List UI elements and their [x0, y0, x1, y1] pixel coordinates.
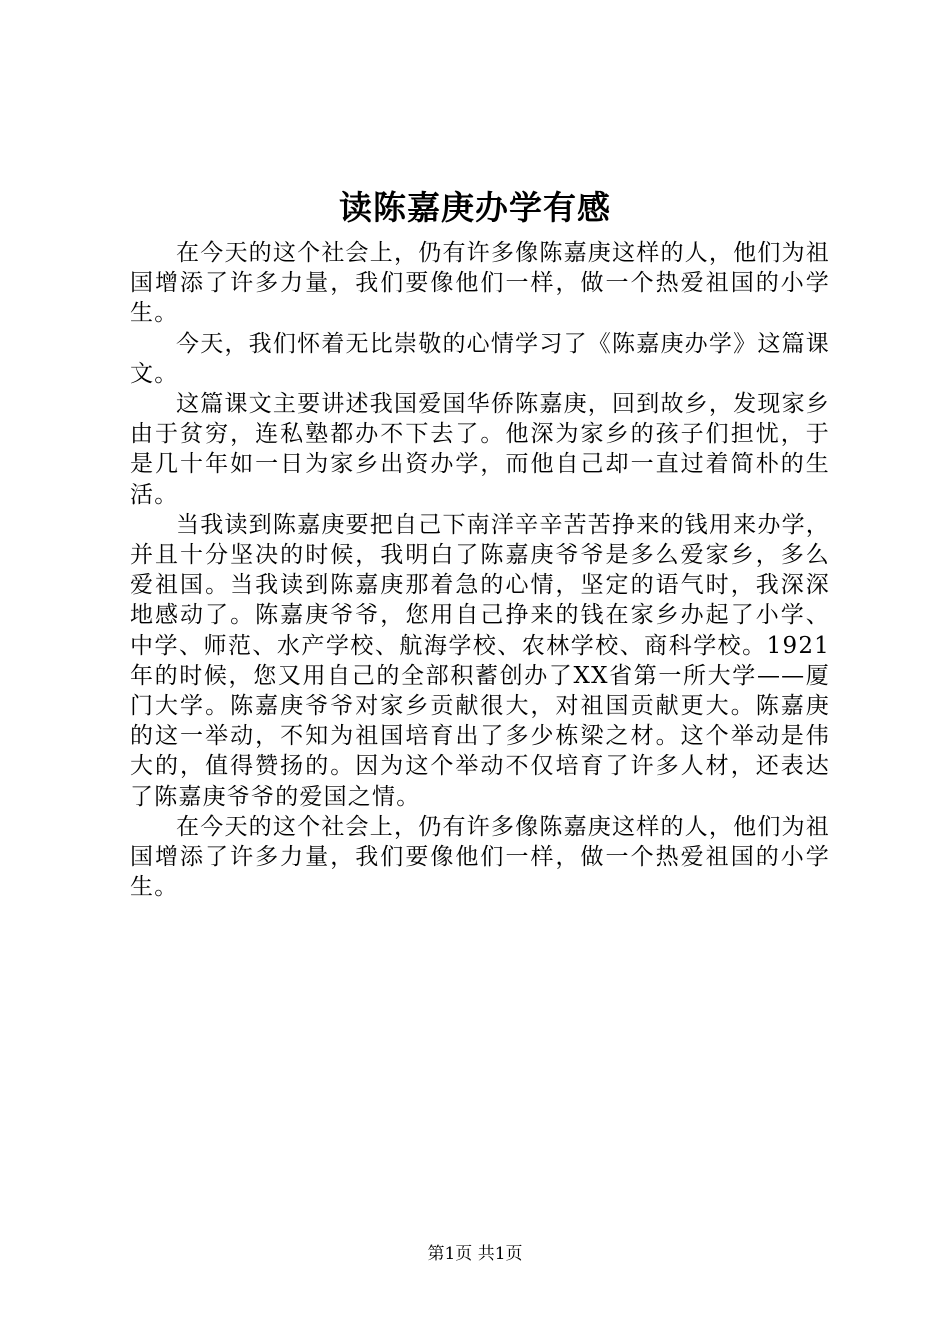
- paragraph-2: 今天，我们怀着无比崇敬的心情学习了《陈嘉庚办学》这篇课文。: [130, 330, 830, 387]
- paragraph-1: 在今天的这个社会上，仍有许多像陈嘉庚这样的人，他们为祖国增添了许多力量，我们要像他们一样，做一个热爱祖国的小学生。: [130, 240, 830, 327]
- paragraph-5: 在今天的这个社会上，仍有许多像陈嘉庚这样的人，他们为祖国增添了许多力量，我们要像他们一样，做一个热爱祖国的小学生。: [130, 813, 830, 901]
- document-title: 读陈嘉庚办学有感: [339, 188, 611, 227]
- paragraph-4: 当我读到陈嘉庚要把自己下南洋辛辛苦苦挣来的钱用来办学，并且十分坚决的时候，我明白了陈嘉庚爷爷是多么爱家乡，多么爱祖国。当我读到陈嘉庚那着急的心情，坚定的语气时，我深深地感动了。陈嘉庚爷爷，您用自己挣来的钱在家乡办起了小学、中学、师范、水产学校、航海学校、农林学校、商科学校。1921年的时候，您又用自己的全部积蓄创办了XX省第一所大学——厦门大学。陈嘉庚爷爷对家乡贡献很大，对祖国贡献更大。陈嘉庚的这一举动，不知为祖国培育出了多少栋梁之材。这个举动是伟大的，值得赞扬的。因为这个举动不仅培育了许多人材，还表达了陈嘉庚爷爷的爱国之情。: [130, 511, 830, 810]
- page-footer: 第1页 共1页: [427, 1244, 523, 1264]
- paragraph-3: 这篇课文主要讲述我国爱国华侨陈嘉庚，回到故乡，发现家乡由于贫穷，连私塾都办不下去了。他深为家乡的孩子们担忧，于是几十年如一日为家乡出资办学，而他自己却一直过着简朴的生活。: [130, 391, 830, 508]
- document-body: [130, 238, 830, 902]
